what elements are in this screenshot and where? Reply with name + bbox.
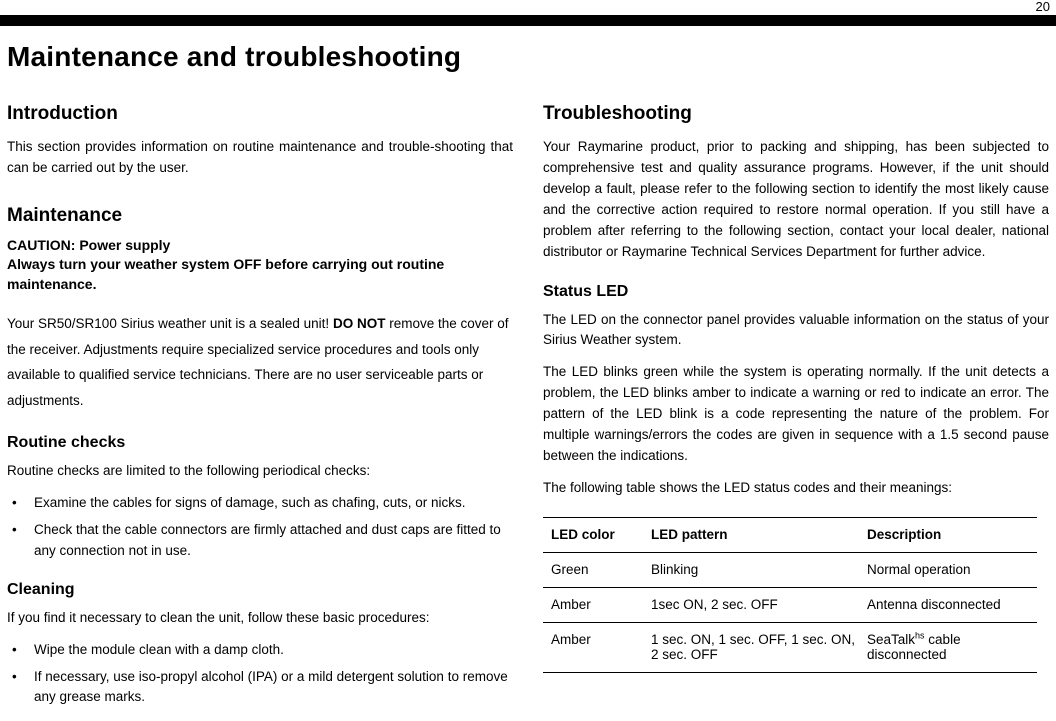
introduction-paragraph: This section provides information on routine maintenance and trouble-shooting that can be carried out by the user.	[7, 139, 513, 175]
led-status-table	[543, 517, 1037, 673]
column-header-description: Description	[867, 517, 1037, 552]
table-row	[543, 622, 1037, 672]
cell-led-pattern: 1sec ON, 2 sec. OFF	[651, 587, 867, 622]
top-rule	[0, 15, 1056, 26]
list-item: • Check that the cable connectors are firmly attached and dust caps are fitted to any connection not in use.	[7, 520, 513, 561]
sealed-unit-paragraph	[7, 311, 513, 415]
right-column	[543, 93, 1049, 720]
two-column-layout	[0, 93, 1056, 720]
maintenance-heading: Maintenance	[7, 204, 123, 226]
cell-description: Antenna disconnected	[867, 587, 1037, 622]
cleaning-list	[7, 640, 513, 708]
troubleshooting-paragraph: Your Raymarine product, prior to packing and shipping, has been subjected to comprehensive test and quality assurance programs. However, if the unit should develop a fault, please refer to the following section to identify the most likely cause and the corrective action required to restore normal operation. If you still have a problem after referring to the following section, contact your local dealer, national distributor or Raymarine Technical Services Department for further advice.	[543, 139, 1049, 259]
sealed-text-pre: Your SR50/SR100 Sirius weather unit is a sealed unit!	[7, 315, 333, 331]
list-item: • If necessary, use iso-propyl alcohol (IPA) or a mild detergent solution to remove any grease marks.	[7, 667, 513, 708]
caution-title: CAUTION: Power supply	[7, 236, 171, 253]
table-row	[543, 552, 1037, 587]
seatalk-label: SeaTalk	[867, 631, 916, 647]
column-header-led-pattern: LED pattern	[651, 517, 867, 552]
troubleshooting-heading: Troubleshooting	[543, 103, 692, 124]
sealed-text-post: remove the cover of the receiver. Adjustments require specialized service procedures and tools only available to qualified service technicians. There are no user serviceable parts or adjustments.	[7, 315, 509, 409]
cleaning-heading: Cleaning	[7, 580, 75, 598]
status-led-heading: Status LED	[543, 282, 629, 300]
cell-description: Normal operation	[867, 552, 1037, 587]
page-title: Maintenance and troubleshooting	[7, 41, 462, 72]
seatalk-superscript: hs	[915, 630, 925, 641]
status-led-paragraph-3: The following table shows the LED status codes and their meanings:	[543, 479, 952, 495]
cell-led-color: Amber	[543, 587, 651, 622]
introduction-heading: Introduction	[7, 103, 118, 124]
list-item: • Examine the cables for signs of damage, such as chafing, cuts, or nicks.	[7, 493, 513, 513]
cell-description	[867, 622, 1037, 672]
table-header-row	[543, 517, 1037, 552]
routine-checks-list	[7, 493, 513, 561]
cell-led-pattern: 1 sec. ON, 1 sec. OFF, 1 sec. ON, 2 sec. OFF	[651, 622, 867, 672]
do-not-emphasis: DO NOT	[332, 315, 386, 331]
caution-block	[7, 236, 513, 295]
left-column	[7, 93, 513, 720]
seatalk-suffix: cable disconnected	[867, 631, 961, 662]
status-led-paragraph-2: The LED blinks green while the system is operating normally. If the unit detects a problem, the LED blinks amber to indicate a warning or red to indicate an error. The pattern of the LED blink is a code representing the nature of the problem. For multiple warnings/errors the codes are given in sequence with a 1.5 second pause between the indications.	[543, 364, 1049, 464]
list-item: • Wipe the module clean with a damp cloth.	[7, 640, 513, 660]
cell-led-color: Green	[543, 552, 651, 587]
status-led-paragraph-1: The LED on the connector panel provides valuable information on the status of your Sirius Weather system.	[543, 311, 1049, 348]
routine-checks-intro: Routine checks are limited to the following periodical checks:	[7, 463, 371, 479]
cleaning-intro: If you find it necessary to clean the unit, follow these basic procedures:	[7, 609, 430, 625]
routine-checks-heading: Routine checks	[7, 434, 126, 452]
caution-text: Always turn your weather system OFF before carrying out routine maintenance.	[7, 256, 445, 293]
page-number: 20	[1035, 0, 1050, 14]
cell-led-color: Amber	[543, 622, 651, 672]
column-header-led-color: LED color	[543, 517, 651, 552]
cell-led-pattern: Blinking	[651, 552, 867, 587]
table-row	[543, 587, 1037, 622]
